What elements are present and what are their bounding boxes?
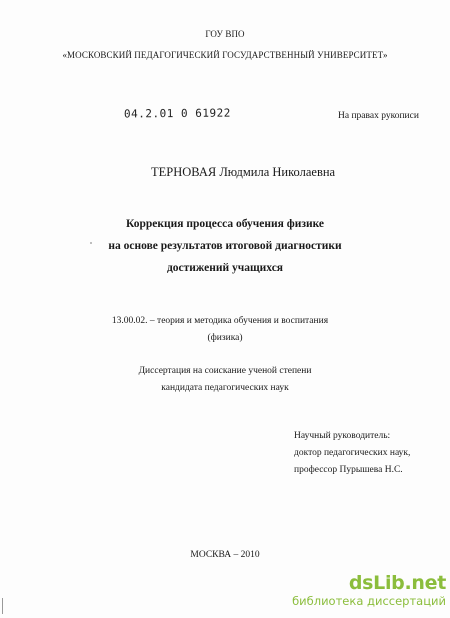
author-name: ТЕРНОВАЯ Людмила Николаевна [151, 165, 336, 179]
watermark-logo: dsLib.net [348, 572, 446, 594]
supervisor-degree: доктор педагогических наук, [294, 448, 411, 458]
dissertation-title-line-3: достижений учащихся [166, 262, 284, 274]
scan-edge-mark [2, 598, 3, 614]
dissertation-title-line-2: на основе результатов итоговой диагностики [108, 240, 342, 252]
organization-full-name: «МОСКОВСКИЙ ПЕДАГОГИЧЕСКИЙ ГОСУДАРСТВЕННЫЙ УНИВЕРСИТЕТ» [62, 50, 388, 60]
scan-speck [90, 242, 92, 244]
specialty-subject: (физика) [207, 333, 243, 343]
specialty-code: 13.00.02. – теория и методика обучения и воспитания [111, 316, 329, 326]
organization-short-name: ГОУ ВПО [205, 29, 245, 39]
degree-line-2: кандидата педагогических наук [161, 383, 289, 393]
supervisor-label: Научный руководитель: [294, 431, 391, 441]
rights-note: На правах рукописи [338, 111, 419, 121]
library-stamp: 04.2.01 0 61922 [123, 106, 231, 121]
degree-line-1: Диссертация на соискание ученой степени [138, 366, 312, 376]
watermark-subtitle: библиотека диссертаций [292, 594, 446, 608]
city-year: МОСКВА – 2010 [190, 550, 260, 560]
dissertation-title-line-1: Коррекция процесса обучения физике [125, 218, 325, 230]
supervisor-name: профессор Пурышева Н.С. [294, 465, 403, 475]
watermark [278, 573, 446, 608]
